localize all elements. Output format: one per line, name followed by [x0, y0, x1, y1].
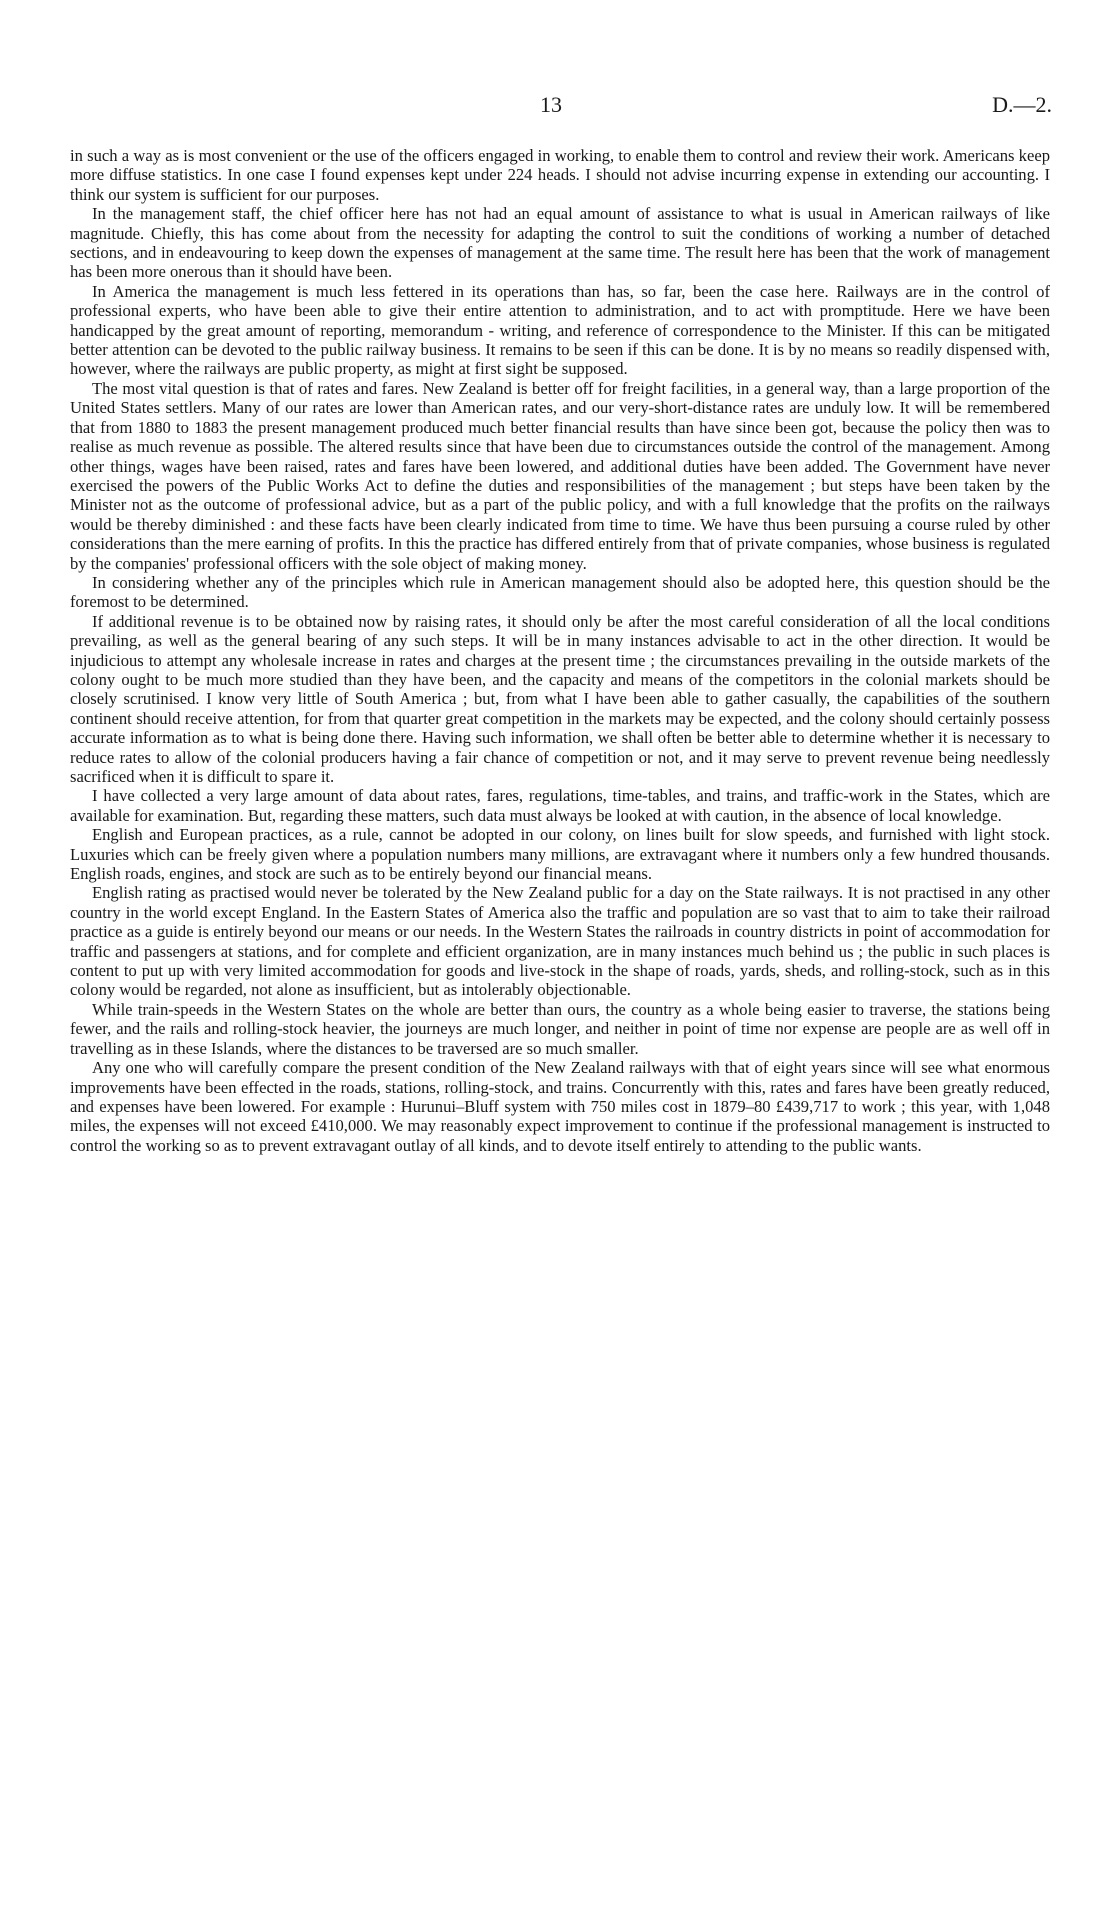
paragraph-8: English and European practices, as a rule, cannot be adopted in our colony, on lines built for slow speeds, and furnished with light stock. Luxuries which can be freely given where a population numbers many millions, are extravagant where it numbers only a few hundred thousands. English roads, engines, and stock are such as to be entirely beyond our financial means.: [70, 825, 1050, 884]
paragraph-2: In the management staff, the chief officer here has not had an equal amount of assistance to what is usual in American railways of like magnitude. Chiefly, this has come about from the necessity for adapting the control to suit the conditions of working a number of detached sections, and in endeavouring to keep down the expenses of management at the same time. The result here has been that the work of management has been more onerous than it should have been.: [70, 204, 1050, 282]
paragraph-9: English rating as practised would never be tolerated by the New Zealand public for a day on the State railways. It is not practised in any other country in the world except England. In the Eastern States of America also the traffic and population are so vast that to aim to take their railroad practice as a guide is entirely beyond our means or our needs. In the Western States the railroads in country districts in point of accommodation for traffic and passengers at stations, and for complete and efficient organization, are in many instances much behind us ; the public in such places is content to put up with very limited accommodation for goods and live-stock in the shape of roads, yards, sheds, and rolling-stock, such as in this colony would be regarded, not alone as insufficient, but as intolerably objectionable.: [70, 883, 1050, 1000]
page-header: [0, 92, 1114, 122]
page-number: 13: [540, 92, 562, 117]
paragraph-10: While train-speeds in the Western States on the whole are better than ours, the country as a whole being easier to traverse, the stations being fewer, and the rails and rolling-stock heavier, the journeys are much longer, and neither in point of time nor expense are people are as well off in travelling as in these Islands, where the distances to be traversed are so much smaller.: [70, 999, 1050, 1058]
paragraph-6: If additional revenue is to be obtained now by raising rates, it should only be after the most careful consideration of all the local conditions prevailing, as well as the general bearing of any such steps. It will be in many instances advisable to act in the other direction. It would be injudicious to attempt any wholesale increase in rates and charges at the present time ; the circumstances prevailing in the outside markets of the colony ought to be much more studied than they have been, and the capacity and means of the competitors in the colonial markets should be closely scrutinised. I know very little of South America ; but, from what I have been able to gather casually, the capabilities of the southern continent should receive attention, for from that quarter great competition in the markets may be expected, and the colony should certainly possess accurate information as to what is being done there. Having such information, we shall often be better able to determine whether it is necessary to reduce rates to allow of the colonial producers having a fair chance of competition or not, and it may serve to prevent revenue being needlessly sacrificed when it is difficult to spare it.: [70, 611, 1050, 786]
paragraph-3: In America the management is much less fettered in its operations than has, so far, been the case here. Railways are in the control of professional experts, who have been able to give their entire attention to administration, and to act with promptitude. Here we have been handicapped by the great amount of reporting, memorandum - writing, and reference of correspondence to the Minister. If this can be mitigated better attention can be devoted to the public railway business. It remains to be seen if this can be done. It is by no means so readily dispensed with, however, where the railways are public property, as might at first sight be supposed.: [70, 281, 1050, 379]
document-reference: D.—2.: [992, 92, 1052, 117]
body-text: [70, 146, 1050, 1155]
paragraph-11: Any one who will carefully compare the present condition of the New Zealand railways with that of eight years since will see what enormous improvements have been effected in the roads, stations, rolling-stock, and trains. Concurrently with this, rates and fares have been greatly reduced, and expenses have been lowered. For example : Hurunui–Bluff system with 750 miles cost in 1879–80 £439,717 to work ; this year, with 1,048 miles, the expenses will not exceed £410,000. We may reasonably expect improvement to continue if the professional management is instructed to control the working so as to prevent extravagant outlay of all kinds, and to devote itself entirely to attending to the public wants.: [70, 1058, 1050, 1155]
paragraph-5: In considering whether any of the principles which rule in American management should also be adopted here, this question should be the foremost to be determined.: [70, 572, 1050, 612]
paragraph-1: in such a way as is most convenient or the use of the officers engaged in working, to enable them to control and review their work. Americans keep more diffuse statistics. In one case I found expenses kept under 224 heads. I should not advise incurring expense in extending our accounting. I think our system is sufficient for our purposes.: [70, 146, 1050, 204]
paragraph-4: The most vital question is that of rates and fares. New Zealand is better off for freight facilities, in a general way, than a large proportion of the United States settlers. Many of our rates are lower than American rates, and our very-short-distance rates are unduly low. It will be remembered that from 1880 to 1883 the present management produced much better financial results than have since been got, because the policy then was to realise as much revenue as possible. The altered results since that have been due to circumstances outside the control of the management. Among other things, wages have been raised, rates and fares have been lowered, and additional duties have been added. The Government have never exercised the powers of the Public Works Act to define the duties and responsibilities of the management ; but steps have been taken by the Minister not as the outcome of professional advice, but as a part of the public policy, and with a full knowledge that the profits on the railways would be thereby diminished : and these facts have been clearly indicated from time to time. We have thus been pursuing a course ruled by other considerations than the mere earning of profits. In this the practice has differed entirely from that of private companies, whose business is regulated by the companies' professional officers with the sole object of making money.: [70, 378, 1050, 573]
paragraph-7: I have collected a very large amount of data about rates, fares, regulations, time-tables, and trains, and traffic-work in the States, which are available for examination. But, regarding these matters, such data must always be looked at with caution, in the absence of local knowledge.: [70, 786, 1050, 825]
